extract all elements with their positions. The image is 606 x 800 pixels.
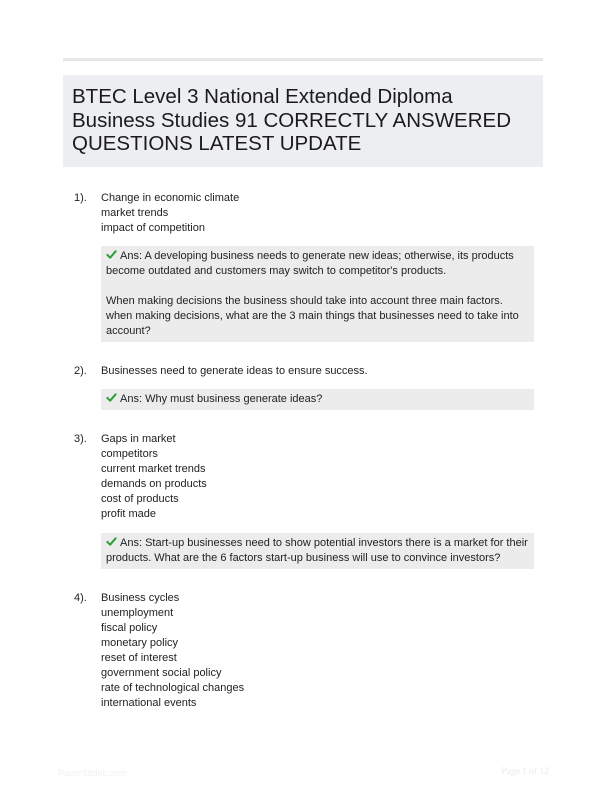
question-line: Businesses need to generate ideas to ensure success.	[101, 365, 368, 377]
answer-box	[101, 246, 534, 342]
answer-text: Ans: Start-up businesses need to show potential investors there is a market for their products. What are the 6 factors start-up business will use to convince investors?	[106, 537, 528, 564]
question-number: 3).	[74, 433, 87, 445]
top-divider	[63, 58, 543, 61]
question-line: Business cycles	[101, 592, 180, 604]
answer-paragraph: When making decisions the business should take into account three main factors. when making decisions, what are the 3 main things that businesses need to take into account?	[106, 295, 519, 337]
question-line: international events	[101, 697, 197, 709]
question-line: market trends	[101, 207, 169, 219]
footer-watermark: PaperStidoc.com	[58, 768, 127, 778]
question-number: 1).	[74, 192, 87, 204]
title-banner	[63, 75, 543, 167]
question-text	[101, 432, 207, 522]
check-icon	[106, 249, 117, 260]
document-title: BTEC Level 3 National Extended Diploma Business Studies 91 CORRECTLY ANSWERED QUESTIONS LATEST UPDATE	[72, 85, 512, 155]
question-number: 4).	[74, 592, 87, 604]
question-line: impact of competition	[101, 222, 205, 234]
question-line: monetary policy	[101, 637, 179, 649]
answer-paragraph	[106, 536, 528, 566]
answer-box	[101, 533, 534, 569]
question-line: government social policy	[101, 667, 222, 679]
question-line: cost of products	[101, 493, 179, 505]
question-line: rate of technological changes	[101, 682, 245, 694]
answer-paragraph	[106, 392, 528, 407]
question-text	[101, 191, 239, 236]
answer-box	[101, 389, 534, 410]
question-line: profit made	[101, 508, 157, 520]
check-icon	[106, 536, 117, 547]
question-line: Change in economic climate	[101, 192, 240, 204]
question-line: fiscal policy	[101, 622, 158, 634]
question-text	[101, 591, 244, 711]
question-number: 2).	[74, 365, 87, 377]
question-line: Gaps in market	[101, 433, 176, 445]
question-line: reset of interest	[101, 652, 177, 664]
question-text	[101, 364, 368, 379]
answer-text: Ans: A developing business needs to generate new ideas; otherwise, its products become outdated and customers may switch to competitor's products.	[106, 250, 514, 277]
page-number: Page 1 of 12	[501, 767, 549, 777]
question-line: demands on products	[101, 478, 207, 490]
check-icon	[106, 392, 117, 403]
answer-paragraph	[106, 249, 528, 279]
question-line: unemployment	[101, 607, 174, 619]
question-line: competitors	[101, 448, 158, 460]
answer-text: Ans: Why must business generate ideas?	[120, 393, 323, 405]
question-line: current market trends	[101, 463, 206, 475]
